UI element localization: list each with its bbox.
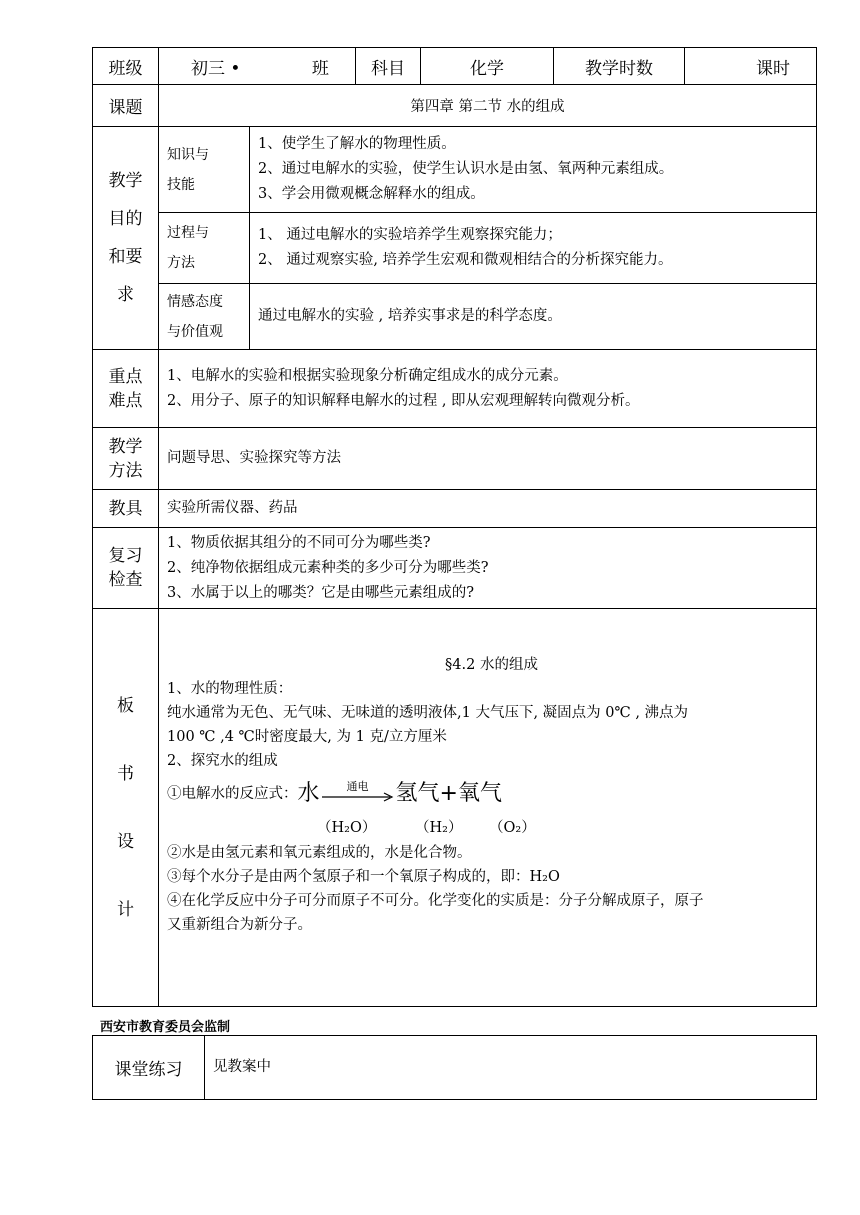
process-items: 1、 通过电解水的实验培养学生观察探究能力； 2、 通过观察实验, 培养学生宏观和微观相结合的分析探究能力。 <box>250 213 817 284</box>
formula-row <box>167 811 816 841</box>
process-row <box>93 213 817 284</box>
knowledge-row <box>93 127 817 213</box>
practice-label: 课堂练习 <box>93 1036 205 1100</box>
emotion-row <box>93 284 817 350</box>
board-content <box>159 609 817 1007</box>
tools-row <box>93 490 817 528</box>
practice-table <box>92 1035 817 1100</box>
board-para1-line1: 纯水通常为无色、无气味、无味道的透明液体,1 大气压下, 凝固点为 0℃ , 沸点为 <box>167 705 689 721</box>
board-para1-line2: 100 ℃ ,4 ℃时密度最大, 为 1 克/立方厘米 <box>167 729 447 745</box>
board-label: 板 书 设 计 <box>93 609 159 1007</box>
objectives-label: 教学 目的 和要 求 <box>93 127 159 350</box>
formula-water: （H₂O） <box>317 820 377 836</box>
eq-condition: 通电 <box>346 780 369 793</box>
board-point4-line1: ④在化学反应中分子可分而原子不可分。化学变化的实质是：分子分解成原子，原子 <box>167 893 704 909</box>
method-row <box>93 428 817 490</box>
review-items: 1、物质依据其组分的不同可分为哪些类? 2、纯净物依据组成元素种类的多少可分为哪些类? 3、水属于以上的哪类？它是由哪些元素组成的? <box>159 528 817 609</box>
board-section1: 1、水的物理性质： <box>167 681 293 697</box>
class-suffix: 班 <box>311 58 329 79</box>
eq-water: 水 <box>297 781 320 806</box>
reaction-equation: ①电解水的反应式：水 通电 氢气+氧气 <box>167 781 816 811</box>
knowledge-label: 知识与 技能 <box>159 127 250 213</box>
board-title: §4.2 水的组成 <box>445 657 538 673</box>
review-row <box>93 528 817 609</box>
lesson-plan-table <box>92 47 817 1007</box>
tools-value: 实验所需仪器、药品 <box>159 490 817 528</box>
topic-row <box>93 85 817 127</box>
arrow-icon <box>320 792 396 802</box>
formula-h2: （H₂） <box>415 820 463 836</box>
key-points-label: 重点 难点 <box>93 350 159 428</box>
header-row <box>93 48 817 85</box>
emotion-label: 情感态度 与价值观 <box>159 284 250 350</box>
subject-label: 科目 <box>356 48 421 85</box>
board-point3: ③每个水分子是由两个氢原子和一个氧原子构成的，即：H₂O <box>167 869 560 885</box>
board-point4-line2: 又重新组合为新分子。 <box>167 917 312 933</box>
board-section2: 2、探究水的组成 <box>167 753 278 769</box>
tools-label: 教具 <box>93 490 159 528</box>
eq-products: 氢气+氧气 <box>395 781 502 806</box>
emotion-value: 通过电解水的实验 , 培养实事求是的科学态度。 <box>250 284 817 350</box>
knowledge-items: 1、使学生了解水的物理性质。 2、通过电解水的实验，使学生认识水是由氢、氧两种元素组成。 3、学会用微观概念解释水的组成。 <box>250 127 817 213</box>
topic-label: 课题 <box>93 85 159 127</box>
class-value: 初三 • <box>191 58 241 79</box>
process-label: 过程与 方法 <box>159 213 250 284</box>
class-value-cell <box>159 48 356 85</box>
board-row <box>93 609 817 1007</box>
topic-value: 第四章 第二节 水的组成 <box>159 85 817 127</box>
subject-value: 化学 <box>421 48 554 85</box>
reaction-arrow <box>320 781 396 807</box>
class-label: 班级 <box>93 48 159 85</box>
hours-value: 课时 <box>685 48 817 85</box>
hours-label: 教学时数 <box>554 48 685 85</box>
practice-value: 见教案中 <box>205 1036 817 1100</box>
board-point2: ②水是由氢元素和氧元素组成的，水是化合物。 <box>167 845 472 861</box>
key-points-row <box>93 350 817 428</box>
practice-row <box>93 1036 817 1100</box>
method-label: 教学 方法 <box>93 428 159 490</box>
footer-note: 西安市教育委员会监制 <box>100 1020 231 1035</box>
key-points-items: 1、电解水的实验和根据实验现象分析确定组成水的成分元素。 2、用分子、原子的知识解释电解水的过程 , 即从宏观理解转向微观分析。 <box>159 350 817 428</box>
review-label: 复习 检查 <box>93 528 159 609</box>
method-value: 问题导思、实验探究等方法 <box>159 428 817 490</box>
formula-o2: （O₂） <box>489 820 536 836</box>
